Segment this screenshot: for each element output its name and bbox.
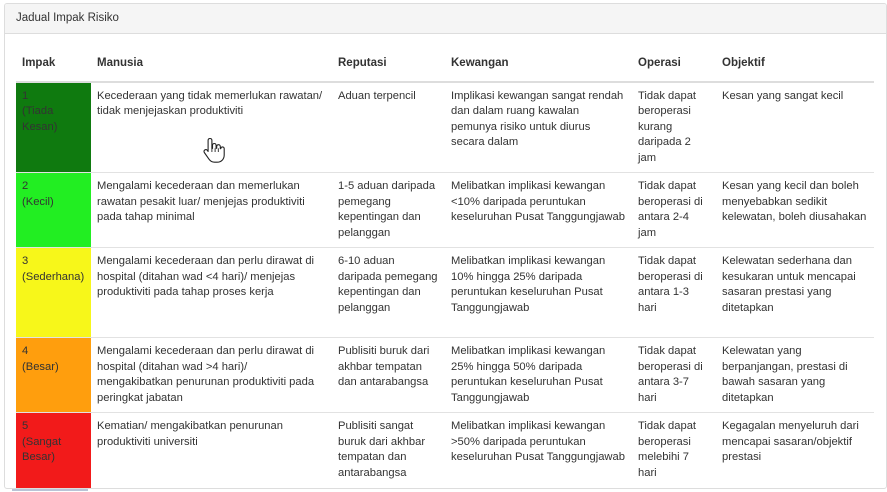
cell-operasi: Tidak dapat beroperasi melebihi 7 hari — [632, 413, 716, 488]
table-header-row — [16, 48, 874, 82]
table-row — [16, 82, 874, 173]
header-reputasi: Reputasi — [332, 48, 445, 82]
bottom-scroll-indicator — [12, 489, 88, 491]
cell-manusia: Mengalami kecederaan dan perlu dirawat di hospital (ditahan wad >4 hari)/ mengakibatkan penurunan produktiviti pada peringkat jabatan — [91, 338, 332, 413]
impact-number: 4 — [22, 345, 29, 357]
cell-operasi: Tidak dapat beroperasi di antara 3-7 hari — [632, 338, 716, 413]
cell-reputasi: 1-5 aduan daripada pemegang kepentingan dan pelanggan — [332, 173, 445, 248]
cell-manusia: Kematian/ mengakibatkan penurunan produktiviti universiti — [91, 413, 332, 488]
impact-cell — [16, 248, 91, 338]
cell-objektif: Kelewatan sederhana dan kesukaran untuk mencapai sasaran prestasi yang ditetapkan — [716, 248, 874, 338]
cell-kewangan: Melibatkan implikasi kewangan 10% hingga 25% daripada peruntukan keseluruhan Pusat Tanggungjawab — [445, 248, 632, 338]
cell-kewangan: Melibatkan implikasi kewangan <10% daripada peruntukan keseluruhan Pusat Tanggungjawab — [445, 173, 632, 248]
header-kewangan: Kewangan — [445, 48, 632, 82]
cell-manusia: Kecederaan yang tidak memerlukan rawatan/ tidak menjejaskan produktiviti — [91, 82, 332, 173]
hand-cursor-icon — [201, 136, 227, 164]
risk-impact-panel — [4, 3, 887, 489]
table-row — [16, 338, 874, 413]
impact-number: 2 — [22, 180, 29, 192]
cell-kewangan: Melibatkan implikasi kewangan 25% hingga 50% daripada peruntukan keseluruhan Pusat Tanggungjawab — [445, 338, 632, 413]
impact-number: 1 — [22, 89, 29, 102]
cell-operasi: Tidak dapat beroperasi kurang daripada 2 jam — [632, 82, 716, 173]
cell-objektif: Kelewatan yang berpanjangan, prestasi di bawah sasaran yang ditetapkan — [716, 338, 874, 413]
cell-reputasi: Publisiti sangat buruk dari akhbar tempatan dan antarabangsa — [332, 413, 445, 488]
impact-label: (Sederhana) — [22, 270, 85, 283]
header-manusia: Manusia — [91, 48, 332, 82]
impact-label: (Besar) — [22, 360, 59, 373]
table-row — [16, 413, 874, 488]
impact-label: (Kecil) — [22, 195, 54, 208]
cell-operasi: Tidak dapat beroperasi di antara 1-3 hari — [632, 248, 716, 338]
cell-objektif: Kegagalan menyeluruh dari mencapai sasaran/objektif prestasi — [716, 413, 874, 488]
impact-cell — [16, 413, 91, 488]
cell-reputasi: 6-10 aduan daripada pemegang kepentingan dan pelanggan — [332, 248, 445, 338]
impact-cell — [16, 82, 91, 173]
header-impak: Impak — [16, 48, 91, 82]
impact-label: (Tiada Kesan) — [22, 105, 58, 133]
cell-kewangan: Implikasi kewangan sangat rendah dan dalam ruang kawalan pemunya risiko untuk diurus secara dalam — [445, 82, 632, 173]
impact-label: (Sangat Besar) — [22, 435, 62, 463]
cell-operasi: Tidak dapat beroperasi di antara 2-4 jam — [632, 173, 716, 248]
header-objektif: Objektif — [716, 48, 874, 82]
header-operasi: Operasi — [632, 48, 716, 82]
cell-manusia: Mengalami kecederaan dan memerlukan rawatan pesakit luar/ menjejas produktiviti pada tahap minimal — [91, 173, 332, 248]
cell-reputasi: Publisiti buruk dari akhbar tempatan dan antarabangsa — [332, 338, 445, 413]
cell-manusia: Mengalami kecederaan dan perlu dirawat di hospital (ditahan wad <4 hari)/ menjejas produktiviti pada tahap proses kerja — [91, 248, 332, 338]
table-row — [16, 248, 874, 338]
table-row — [16, 173, 874, 248]
panel-title: Jadual Impak Risiko — [5, 4, 886, 34]
cell-objektif: Kesan yang kecil dan boleh menyebabkan sedikit kelewatan, boleh diusahakan — [716, 173, 874, 248]
risk-impact-table — [16, 48, 874, 488]
impact-cell — [16, 173, 91, 248]
impact-number: 3 — [22, 255, 29, 267]
cell-kewangan: Melibatkan implikasi kewangan >50% daripada peruntukan keseluruhan Pusat Tanggungjawab — [445, 413, 632, 488]
cell-objektif: Kesan yang sangat kecil — [716, 82, 874, 173]
impact-number: 5 — [22, 420, 29, 432]
cell-reputasi: Aduan terpencil — [332, 82, 445, 173]
impact-cell — [16, 338, 91, 413]
